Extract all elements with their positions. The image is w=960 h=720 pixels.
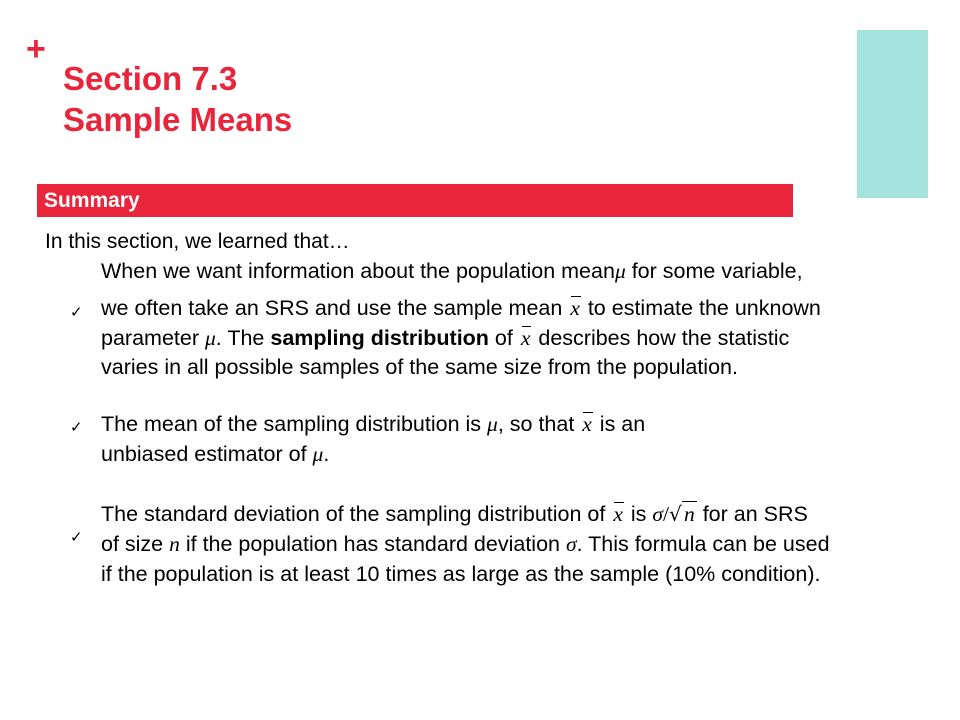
check-icon: ✓ bbox=[70, 303, 83, 321]
bullet3-line1: The standard deviation of the sampling distribution of x is σ/ √ n for an SRS bbox=[101, 502, 808, 526]
x-bar-symbol: x bbox=[570, 296, 580, 320]
bullet2-line1: The mean of the sampling distribution is μ, so that x is an bbox=[101, 412, 646, 436]
x-bar-symbol: x bbox=[582, 412, 592, 436]
bullet1-line4: varies in all possible samples of the same size from the population. bbox=[101, 355, 738, 379]
sampling-distribution-term: sampling distribution bbox=[270, 326, 489, 350]
bullet2-line2: unbiased estimator of μ. bbox=[101, 442, 330, 466]
summary-heading: Summary bbox=[44, 189, 140, 212]
bullet1-line1: When we want information about the population meanμ for some variable, bbox=[101, 259, 803, 283]
mu-symbol: μ bbox=[487, 412, 498, 436]
plus-icon: + bbox=[26, 30, 46, 68]
decorative-accent-bar bbox=[857, 30, 928, 198]
sqrt-n: √ n bbox=[668, 502, 695, 526]
sigma-over-sqrt-n-formula: σ/ bbox=[652, 502, 669, 526]
bullet3-line3: if the population is at least 10 times as large as the sample (10% condition). bbox=[101, 562, 821, 586]
mu-symbol: μ bbox=[204, 326, 216, 350]
sigma-symbol: σ bbox=[565, 532, 577, 556]
title-topic: Sample Means bbox=[63, 101, 293, 138]
mu-symbol: μ bbox=[312, 442, 324, 466]
bullet3-line2: of size n if the population has standard deviation σ. This formula can be used bbox=[101, 532, 830, 556]
bullet1-line2: we often take an SRS and use the sample mean x to estimate the unknown bbox=[101, 296, 821, 320]
x-bar-symbol: x bbox=[613, 502, 623, 526]
summary-heading-bar bbox=[37, 184, 793, 217]
check-icon: ✓ bbox=[70, 418, 83, 436]
title-section-number: Section 7.3 bbox=[63, 60, 238, 97]
check-icon: ✓ bbox=[70, 528, 83, 546]
page-title bbox=[63, 58, 292, 140]
mu-symbol: μ bbox=[614, 259, 626, 283]
x-bar-symbol: x bbox=[520, 326, 531, 350]
bullet1-line3: parameter μ. The sampling distribution of x describes how the statistic bbox=[101, 326, 790, 350]
intro-text: In this section, we learned that… bbox=[45, 230, 350, 253]
n-symbol: n bbox=[169, 532, 180, 556]
